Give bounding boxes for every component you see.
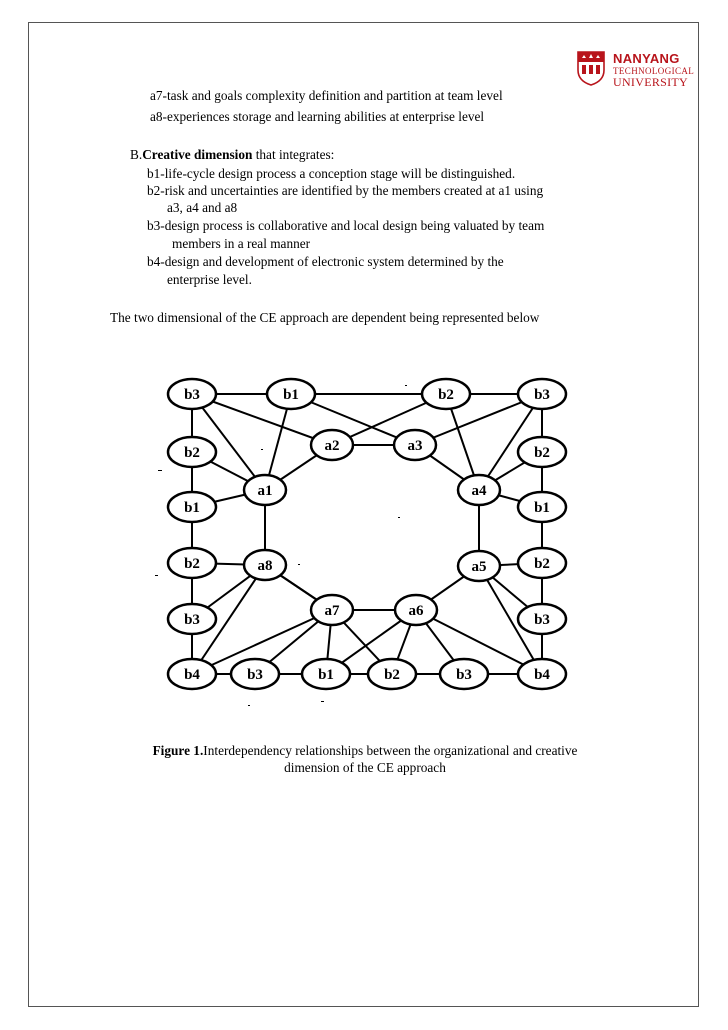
label-bot-b3: b3: [247, 667, 263, 683]
label-l-b2b: b2: [184, 556, 200, 572]
item-b3: b3-design process is collaborative and local design being valuated by team: [147, 218, 545, 233]
label-l-b2: b2: [184, 445, 200, 461]
caption-label: Figure 1.: [152, 743, 204, 758]
label-bot-b2: b2: [384, 667, 400, 683]
node-labels: [184, 387, 550, 683]
logo-line-3: UNIVERSITY: [613, 75, 688, 89]
label-r-b2: b2: [534, 445, 550, 461]
caption-line-1: [110, 742, 620, 759]
diagram-edges: [192, 394, 542, 674]
label-tl-b3: b3: [184, 387, 200, 403]
item-b3-cont: members in a real manner: [172, 236, 311, 251]
caption-line-2: dimension of the CE approach: [284, 760, 446, 775]
label-l-b1: b1: [184, 500, 200, 516]
caption-text-1: Interdependency relationships between the organizational and creative: [203, 743, 578, 758]
label-a3: a3: [407, 438, 423, 454]
label-a2: a2: [324, 438, 340, 454]
item-a8: a8-experiences storage and learning abilities at enterprise level: [150, 109, 485, 124]
item-a7: a7-task and goals complexity definition and partition at team level: [150, 88, 503, 103]
item-b1: b1-life-cycle design process a conception stage will be distinguished.: [147, 166, 516, 181]
label-a4: a4: [471, 483, 487, 499]
creative-suffix: that integrates:: [252, 147, 335, 162]
university-logo: [576, 50, 694, 92]
label-r-b3: b3: [534, 612, 550, 628]
figure-caption: [110, 742, 620, 776]
item-b4: b4-design and development of electronic system determined by the: [147, 254, 504, 269]
label-a5: a5: [471, 559, 487, 575]
item-b4-cont: enterprise level.: [167, 272, 252, 287]
creative-prefix: B.: [130, 147, 143, 162]
logo-line-1: NANYANG: [613, 51, 680, 66]
label-a8: a8: [257, 558, 273, 574]
item-b2: b2-risk and uncertainties are identified by the members created at a1 using: [147, 183, 544, 198]
label-l-b3: b3: [184, 612, 200, 628]
label-br-b4: b4: [534, 667, 550, 683]
intro-sentence: The two dimensional of the CE approach are dependent being represented below: [110, 310, 540, 325]
logo-line-2: TECHNOLOGICAL: [613, 66, 695, 76]
label-a1: a1: [257, 483, 273, 499]
label-r-b1: b1: [534, 500, 550, 516]
label-tr-b3: b3: [534, 387, 550, 403]
label-bot-b1: b1: [318, 667, 334, 683]
label-top-b2: b2: [438, 387, 454, 403]
label-a6: a6: [408, 603, 424, 619]
crest-icon: [576, 50, 606, 86]
label-bot-b3b: b3: [456, 667, 472, 683]
label-a7: a7: [324, 603, 340, 619]
item-b2-cont: a3, a4 and a8: [167, 200, 238, 215]
interdependency-diagram: [148, 367, 580, 715]
creative-title: Creative dimension: [142, 147, 253, 162]
creative-heading: [130, 147, 334, 163]
label-bl-b4: b4: [184, 667, 200, 683]
label-r-b2b: b2: [534, 556, 550, 572]
label-top-b1: b1: [283, 387, 299, 403]
